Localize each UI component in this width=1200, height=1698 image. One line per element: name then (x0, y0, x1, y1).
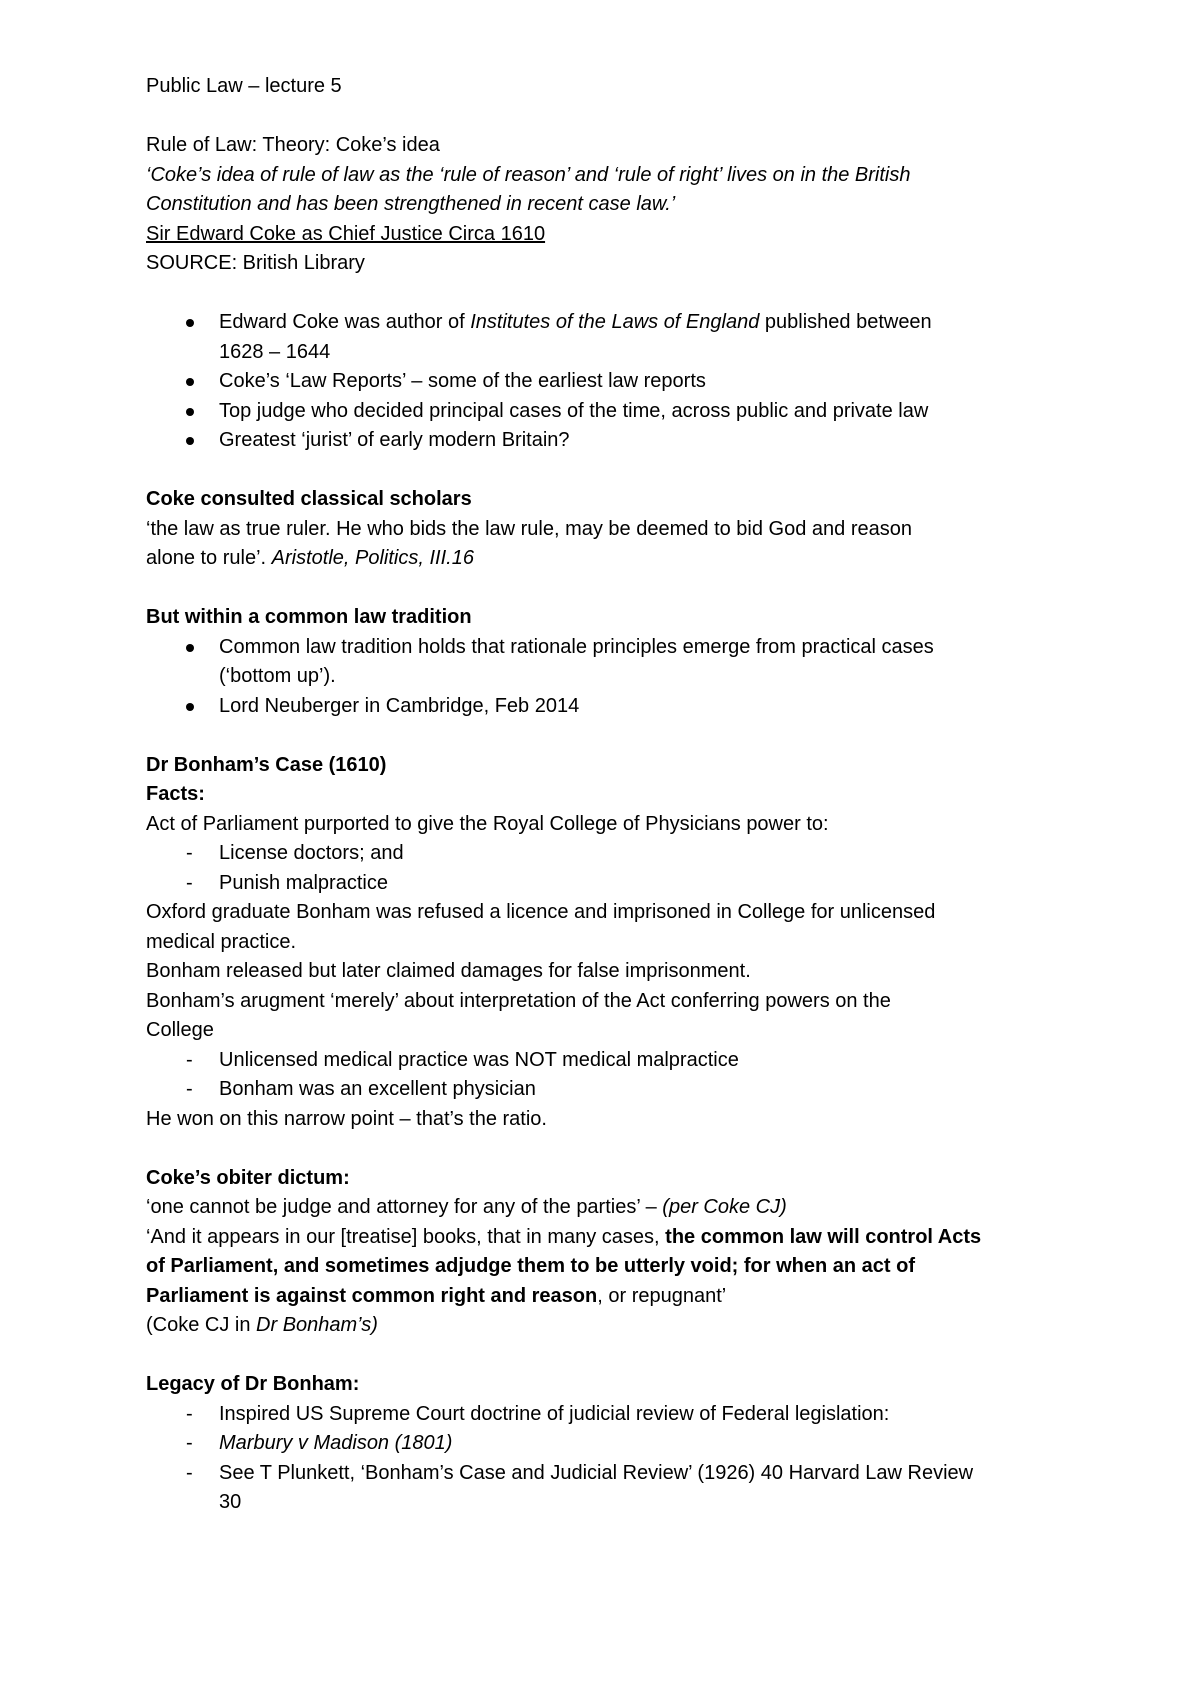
paragraph-line: Bonham released but later claimed damages for false imprisonment. (146, 960, 751, 982)
source-line: SOURCE: British Library (146, 252, 365, 274)
image-caption: Sir Edward Coke as Chief Justice Circa 1610 (146, 222, 546, 245)
bullet-item: Greatest ‘jurist’ of early modern Britain? (146, 426, 1066, 456)
dash-icon: - (186, 1048, 193, 1071)
bullet-icon (186, 319, 194, 327)
dash-icon: - (186, 1078, 193, 1100)
bullet-icon (186, 378, 194, 386)
paragraph-line: Bonham’s arugment ‘merely’ about interpretation of the Act conferring powers on the (146, 989, 891, 1012)
section-heading-common-law: But within a common law tradition (146, 606, 472, 628)
argument-dash-list (146, 1046, 1066, 1105)
paragraph-line: College (146, 1019, 214, 1041)
dash-item: - See T Plunkett, ‘Bonham’s Case and Judicial Review’ (1926) 40 Harvard Law Review 30 (146, 1459, 1066, 1518)
section-heading-classical-scholars: Coke consulted classical scholars (146, 488, 472, 510)
quote-line: ‘one cannot be judge and attorney for any of the parties’ – (per Coke CJ) (146, 1196, 787, 1218)
bullet-icon (186, 644, 194, 652)
dash-item: - Unlicensed medical practice was NOT medical malpractice (146, 1046, 1066, 1076)
powers-dash-list (146, 839, 1066, 898)
bullet-icon (186, 437, 194, 445)
quote-line: alone to rule’. Aristotle, Politics, III.16 (146, 547, 474, 569)
bullet-item: Coke’s ‘Law Reports’ – some of the earliest law reports (146, 367, 1066, 397)
facts-label: Facts: (146, 783, 205, 805)
quote-line: Constitution and has been strengthened in recent case law.’ (146, 193, 676, 215)
dash-icon: - (186, 871, 193, 894)
dash-icon: - (186, 1402, 193, 1425)
bullet-icon (186, 408, 194, 416)
dash-item: - Bonham was an excellent physician (146, 1075, 1066, 1105)
dash-item: - License doctors; and (146, 839, 1066, 869)
quote-line: ‘And it appears in our [treatise] books, that in many cases, the common law will control Acts (146, 1225, 982, 1248)
citation-line: (Coke CJ in Dr Bonham’s) (146, 1314, 378, 1336)
bullet-icon (186, 703, 194, 711)
section-heading-legacy: Legacy of Dr Bonham: (146, 1373, 360, 1395)
dash-icon: - (186, 842, 193, 864)
quote-line: ‘the law as true ruler. He who bids the law rule, may be deemed to bid God and reason (146, 517, 912, 540)
dash-item: - Punish malpractice (146, 869, 1066, 899)
section-heading-rule-of-law: Rule of Law: Theory: Coke’s idea (146, 134, 440, 156)
bullet-item: Common law tradition holds that rationale principles emerge from practical cases (‘bottom up’). (146, 633, 1066, 692)
paragraph-line: Act of Parliament purported to give the Royal College of Physicians power to: (146, 812, 829, 835)
legacy-dash-list (146, 1400, 1066, 1518)
quote-line: of Parliament, and sometimes adjudge them to be utterly void; for when an act of (146, 1255, 916, 1277)
coke-bullet-list (146, 308, 1066, 456)
bullet-item: Top judge who decided principal cases of the time, across public and private law (146, 397, 1066, 427)
section-heading-obiter-dictum: Coke’s obiter dictum: (146, 1166, 350, 1189)
document-title: Public Law – lecture 5 (146, 75, 342, 97)
dash-icon: - (186, 1432, 193, 1454)
paragraph-line: Oxford graduate Bonham was refused a licence and imprisoned in College for unlicensed (146, 901, 936, 923)
common-law-bullet-list (146, 633, 1066, 722)
quote-line: ‘Coke’s idea of rule of law as the ‘rule of reason’ and ‘rule of right’ lives on in the British (146, 163, 911, 186)
quote-line: Parliament is against common right and reason, or repugnant’ (146, 1284, 727, 1307)
paragraph-line: medical practice. (146, 930, 297, 953)
bullet-item: Edward Coke was author of Institutes of the Laws of England published between 1628 – 1644 (146, 308, 1066, 367)
bullet-item: Lord Neuberger in Cambridge, Feb 2014 (146, 692, 1066, 722)
dash-icon: - (186, 1461, 193, 1484)
paragraph-line: He won on this narrow point – that’s the ratio. (146, 1107, 547, 1130)
document-body (146, 72, 1066, 1518)
section-heading-bonhams-case: Dr Bonham’s Case (1610) (146, 753, 387, 776)
dash-item: - Inspired US Supreme Court doctrine of judicial review of Federal legislation: (146, 1400, 1066, 1430)
dash-item: - Marbury v Madison (1801) (146, 1429, 1066, 1459)
